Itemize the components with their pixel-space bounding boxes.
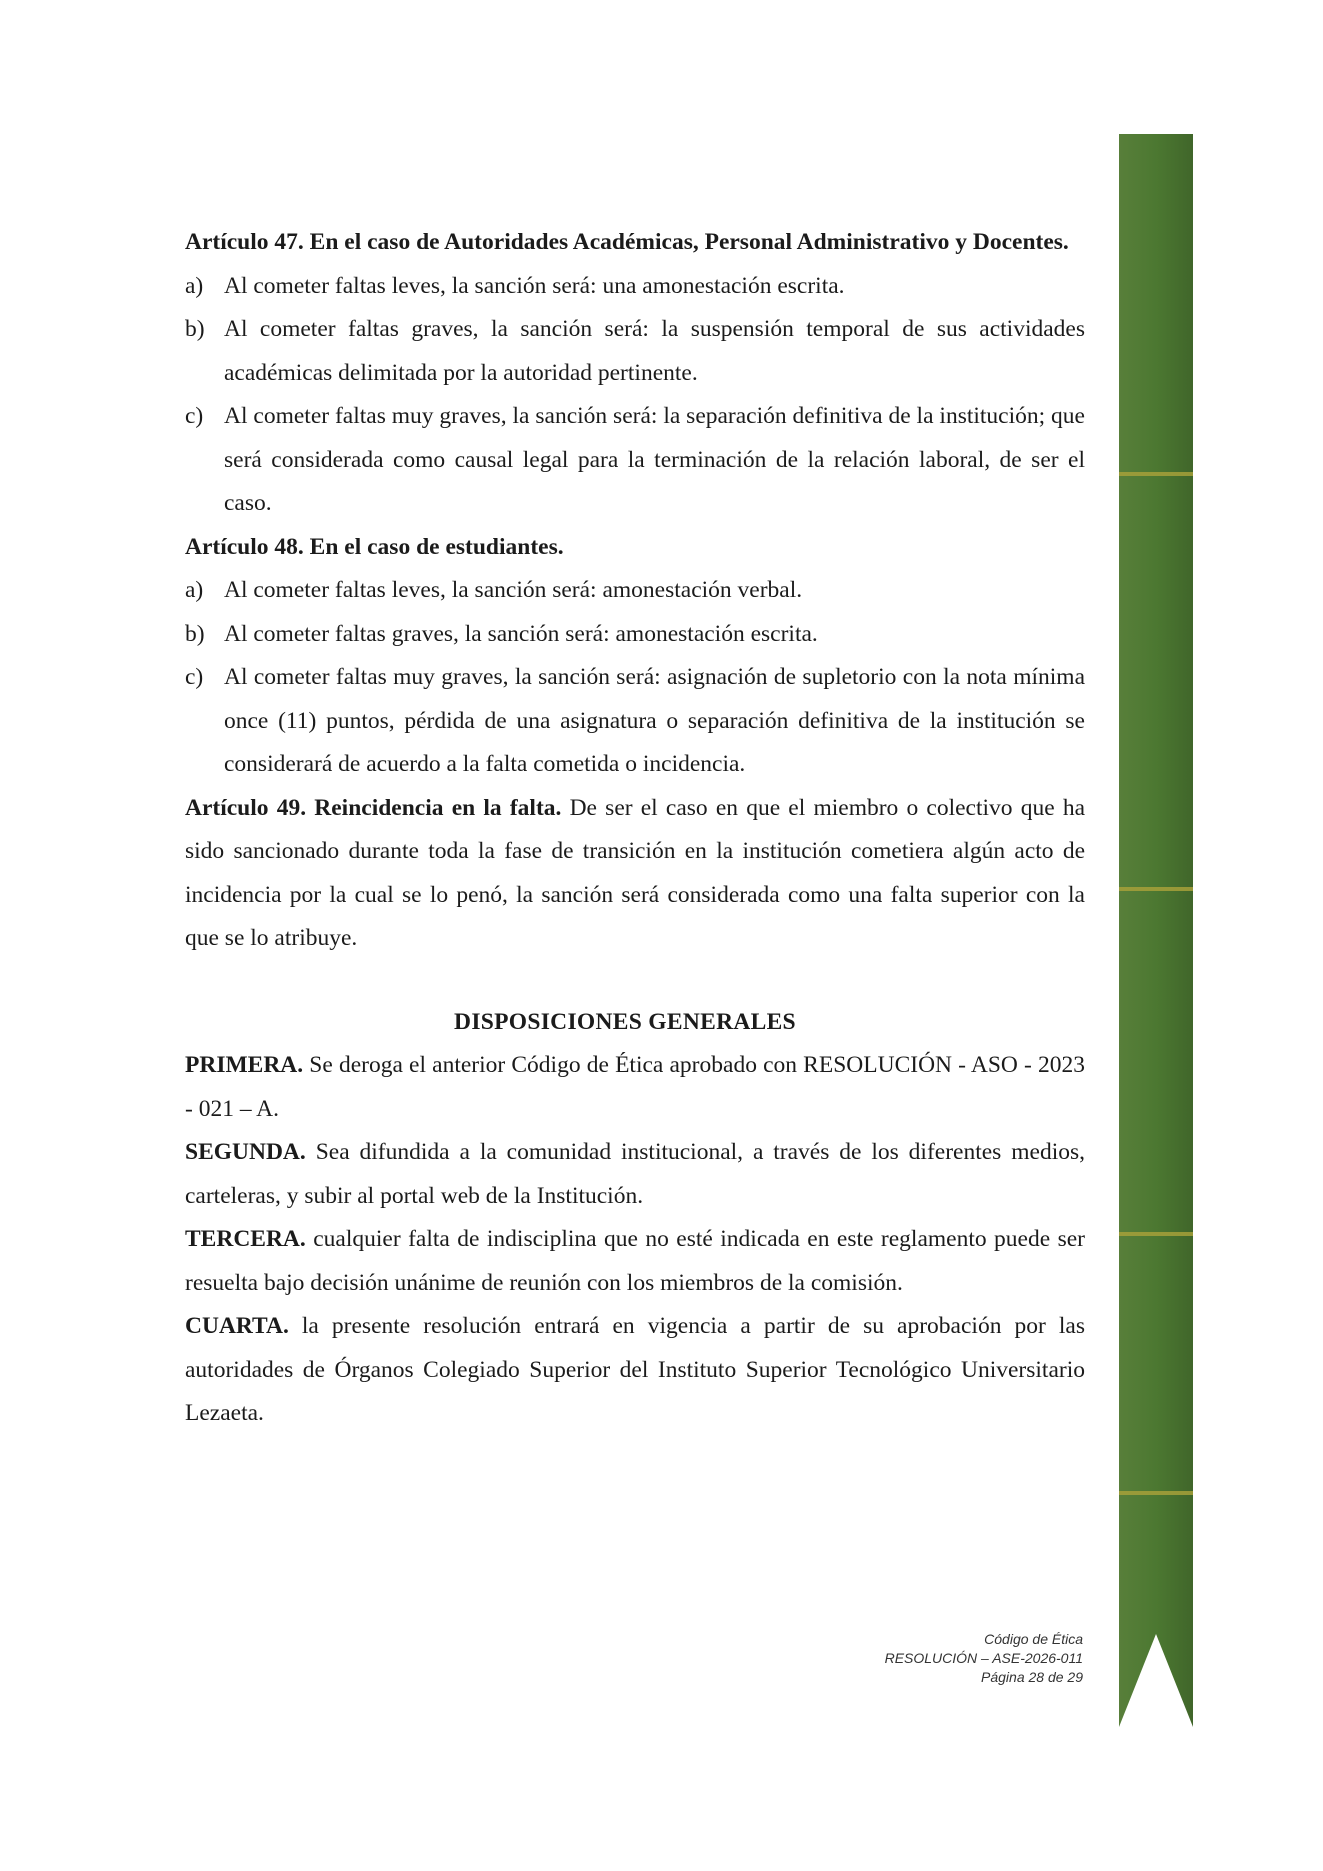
item-label: c) — [185, 664, 204, 690]
disposicion-label: CUARTA. — [185, 1313, 289, 1339]
disposicion-label: SEGUNDA. — [185, 1139, 306, 1165]
disposicion-text: cualquier falta de indisciplina que no esté indicada en este reglamento puede ser resuelta bajo decisión unánime de reunión con los miembros de la comisión. — [185, 1226, 1085, 1296]
disposicion-label: PRIMERA. — [185, 1052, 304, 1078]
footer-resolution-code: RESOLUCIÓN – ASE-2026-011 — [884, 1650, 1083, 1666]
disposicion-segunda — [185, 1131, 1085, 1218]
article-47-title: Artículo 47. En el caso de Autoridades Académicas, Personal Administrativo y Docentes. — [185, 229, 1069, 255]
item-text: Al cometer faltas muy graves, la sanción será: la separación definitiva de la institución; que será considerada como causal legal para la terminación de la relación laboral, de ser el caso. — [224, 403, 1085, 516]
footer-document-name: Código de Ética — [984, 1631, 1083, 1647]
footer-page-number: Página 28 de 29 — [981, 1669, 1083, 1685]
disposicion-cuarta — [185, 1305, 1085, 1436]
page-footer — [885, 1630, 1083, 1687]
item-label: a) — [185, 272, 204, 299]
section-title-disposiciones: DISPOSICIONES GENERALES — [454, 1008, 796, 1035]
article-47-item-b — [185, 308, 1085, 395]
item-label: b) — [185, 316, 205, 342]
item-label: b) — [185, 620, 205, 647]
disposicion-text: Sea difundida a la comunidad institucional, a través de los diferentes medios, carteleras, y subir al portal web de la Institución. — [185, 1139, 1085, 1209]
document-body — [185, 221, 1085, 1436]
item-text: Al cometer faltas graves, la sanción será: la suspensión temporal de sus actividades académicas delimitada por la autoridad pertinente. — [224, 316, 1085, 386]
article-47-item-a — [185, 265, 1085, 309]
disposicion-tercera — [185, 1218, 1085, 1305]
item-text: Al cometer faltas leves, la sanción será: una amonestación escrita. — [224, 272, 845, 299]
article-47-item-c — [185, 395, 1085, 526]
item-text: Al cometer faltas graves, la sanción será: amonestación escrita. — [224, 620, 818, 647]
disposicion-text: Se deroga el anterior Código de Ética aprobado con RESOLUCIÓN - ASO - 2023 - 021 – A. — [185, 1052, 1085, 1122]
article-48-item-c — [185, 656, 1085, 787]
article-49 — [185, 787, 1085, 961]
item-text: Al cometer faltas muy graves, la sanción será: asignación de supletorio con la nota mínima once (11) puntos, pérdida de una asignatura o separación definitiva de la institución se considerará de acuerdo a la falta cometida o incidencia. — [224, 664, 1085, 777]
decorative-green-ribbon — [1119, 134, 1193, 1727]
disposicion-primera — [185, 1044, 1085, 1131]
item-text: Al cometer faltas leves, la sanción será: amonestación verbal. — [224, 577, 803, 603]
item-label: c) — [185, 403, 204, 429]
article-48-item-b — [185, 613, 1085, 657]
article-49-text: De ser el caso en que el miembro o colectivo que ha sido sancionado durante toda la fase de transición en la institución cometiera algún acto de incidencia por la cual se lo penó, la sanción será considerada como una falta superior con la que se lo atribuye. — [185, 794, 1086, 951]
item-label: a) — [185, 577, 204, 603]
article-48-item-a — [185, 569, 1085, 613]
disposicion-label: TERCERA. — [185, 1226, 306, 1252]
disposicion-text: la presente resolución entrará en vigencia a partir de su aprobación por las autoridades de Órganos Colegiado Superior del Instituto Superior Tecnológico Universitario Lezaeta. — [185, 1313, 1085, 1426]
article-48-title: Artículo 48. En el caso de estudiantes. — [185, 533, 564, 560]
article-49-title: Artículo 49. Reincidencia en la falta. — [185, 794, 562, 821]
